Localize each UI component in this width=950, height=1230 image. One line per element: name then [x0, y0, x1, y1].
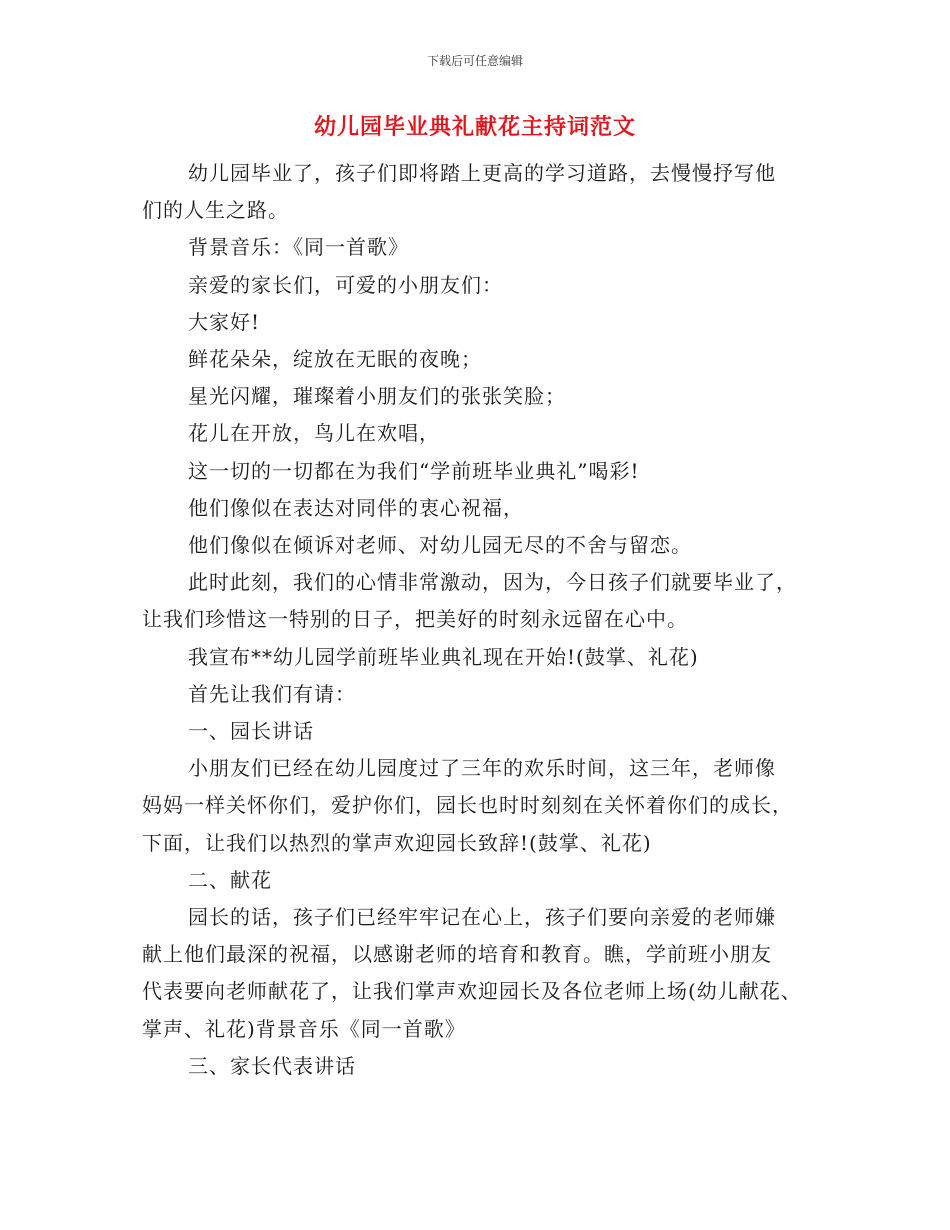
paragraph-line: 妈妈一样关怀你们，爱护你们，园长也时时刻刻在关怀着你们的成长， [142, 793, 793, 818]
paragraph [142, 155, 822, 229]
paragraph-line: 幼儿园毕业了，孩子们即将踏上更高的学习道路，去慢慢抒写他 [188, 161, 776, 185]
paragraph [142, 713, 822, 750]
paragraph-line: 首先让我们有请： [188, 681, 356, 706]
paragraph-line: 小朋友们已经在幼儿园度过了三年的欢乐时间，这三年，老师像 [188, 756, 776, 781]
paragraph-line: 星光闪耀，璀璨着小朋友们的张张笑脸； [188, 384, 566, 409]
paragraph-line: 此时此刻，我们的心情非常激动，因为，今日孩子们就要毕业了， [188, 570, 797, 595]
paragraph [142, 676, 822, 713]
paragraph-line: 亲爱的家长们，可爱的小朋友们： [188, 272, 503, 297]
paragraph-line: 献上他们最深的祝福，以感谢老师的培育和教育。瞧，学前班小朋友 [142, 942, 772, 967]
paragraph-line: 我宣布**幼儿园学前班毕业典礼现在开始!(鼓掌、礼花) [188, 644, 699, 669]
paragraph-line: 一、园长讲话 [188, 719, 314, 744]
paragraph-line: 下面，让我们以热烈的掌声欢迎园长致辞!(鼓掌、礼花) [142, 830, 652, 855]
paragraph-line: 他们像似在表达对同伴的衷心祝福， [188, 495, 524, 520]
paragraph [142, 453, 822, 490]
paragraph-line: 园长的话，孩子们已经牢牢记在心上，孩子们要向亲爱的老师嫌 [188, 905, 776, 930]
document-title: 幼儿园毕业典礼献花主持词范文 [313, 114, 636, 140]
paragraph [142, 304, 822, 341]
paragraph-line: 大家好! [188, 309, 261, 334]
paragraph [142, 527, 822, 564]
paragraph-line: 花儿在开放，鸟儿在欢唱， [188, 421, 440, 446]
paragraph-line: 这一切的一切都在为我们“学前班毕业典礼”喝彩! [188, 458, 640, 483]
paragraph [142, 341, 822, 378]
paragraph-line: 们的人生之路。 [142, 198, 289, 223]
paragraph-line: 三、家长代表讲话 [188, 1053, 356, 1078]
paragraph [142, 1048, 822, 1085]
paragraph [142, 899, 822, 1048]
paragraph [142, 229, 822, 266]
paragraph [142, 490, 822, 527]
paragraph-line: 背景音乐：《同一首歌》 [188, 235, 409, 260]
paragraph-line: 让我们珍惜这一特别的日子，把美好的时刻永远留在心中。 [142, 607, 688, 632]
page-header-note: 下载后可任意编辑 [426, 54, 523, 68]
paragraph-line: 二、献花 [188, 867, 272, 892]
paragraph-line: 掌声、礼花)背景音乐《同一首歌》 [142, 1016, 466, 1041]
paragraph [142, 862, 822, 899]
paragraph-line: 他们像似在倾诉对老师、对幼儿园无尽的不舍与留恋。 [188, 533, 692, 558]
paragraph [142, 378, 822, 415]
paragraph [142, 639, 822, 676]
paragraph [142, 267, 822, 304]
paragraph [142, 415, 822, 452]
paragraph-line: 代表要向老师献花了，让我们掌声欢迎园长及各位老师上场(幼儿献花、 [142, 979, 802, 1004]
paragraph [142, 564, 822, 638]
paragraph [142, 750, 822, 862]
paragraph-line: 鲜花朵朵，绽放在无眠的夜晚； [188, 347, 482, 372]
document-body [142, 155, 822, 1085]
